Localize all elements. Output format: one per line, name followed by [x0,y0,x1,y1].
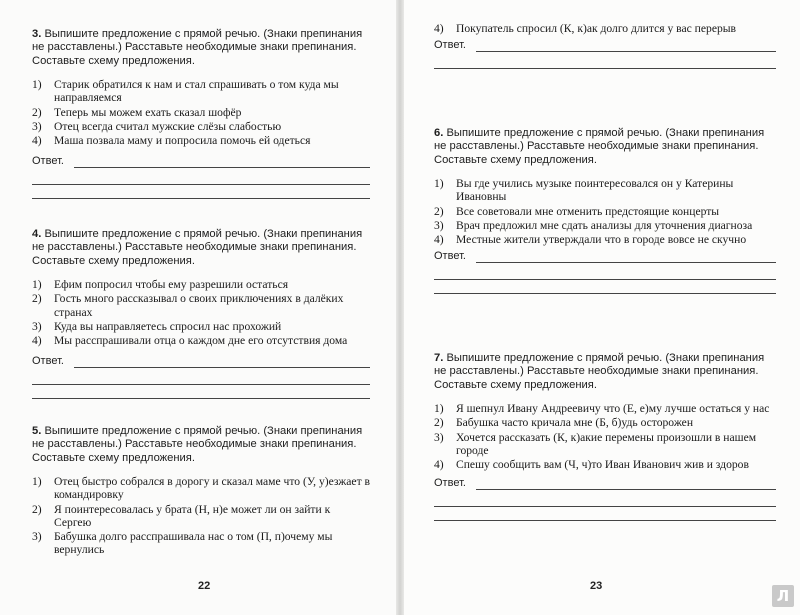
option-text: Ефим попросил чтобы ему разрешили остаться [54,278,289,292]
task-instruction-text: Выпишите предложение с прямой речью. (Знаки препинания не расставлены.) Расставьте необходимые знаки препинания. Составьте схему предложения. [32,228,363,267]
answer-line [74,167,370,168]
task-number: 4. [32,228,42,240]
option-item [434,458,776,471]
option-number: 4) [434,233,444,247]
option-number: 4) [32,334,42,348]
option-text: Хочется рассказать (К, к)акие перемены произошли в нашем городе [456,430,757,457]
task-number: 6. [434,127,444,139]
task-3 [32,28,370,199]
option-item [32,320,370,333]
answer-label: Ответ. [32,355,64,368]
options-list [434,177,776,246]
option-item [32,334,370,347]
task-number: 7. [434,352,444,364]
option-item [32,503,370,529]
option-text: Бабушка долго расспрашивала нас о том (П, п)очему мы вернулись [54,530,333,557]
option-item [434,233,776,246]
option-item [434,219,776,232]
answer-line[interactable] [434,507,776,521]
task-instruction-text: Выпишите предложение с прямой речью. (Знаки препинания не расставлены.) Расставьте необходимые знаки препинания. Составьте схему предложения. [32,28,363,67]
option-item [32,530,370,556]
answer-label: Ответ. [434,477,466,490]
task-instruction [434,127,776,167]
option-text: Вы где учились музыке поинтересовался он у Катерины Ивановны [456,177,734,204]
answer-line[interactable] [32,371,370,385]
option-item [32,120,370,133]
task-number: 3. [32,28,42,40]
option-number: 3) [434,218,444,232]
answer-line[interactable] [32,385,370,399]
option-text: Я поинтересовалась у брата (Н, н)е может ли он зайти к Сергею [54,502,331,529]
right-page [404,0,800,615]
answer-field[interactable] [434,477,776,493]
answer-line [476,489,776,490]
option-text: Все советовали мне отменить предстоящие концерты [456,204,720,218]
answer-line[interactable] [434,280,776,294]
page-number: 23 [590,580,603,592]
option-number: 2) [32,105,42,119]
option-number: 1) [434,177,444,191]
option-text: Отец всегда считал мужские слёзы слабостью [54,119,282,133]
page-number: 22 [198,580,211,592]
option-item [32,106,370,119]
answer-field[interactable] [32,155,370,171]
option-number: 1) [32,278,42,292]
option-item [32,475,370,501]
option-item [434,402,776,415]
answer-field[interactable] [434,39,776,55]
option-text: Маша позвала маму и попросила помочь ей одеться [54,134,311,148]
answer-field[interactable] [32,355,370,371]
options-list [32,78,370,147]
option-item [434,22,776,35]
publisher-logo-icon: Л [772,585,794,607]
options-list [32,278,370,347]
option-item [434,177,776,203]
task-7 [434,352,776,521]
option-number: 1) [434,402,444,416]
option-text: Бабушка часто кричала мне (Б, б)удь осторожен [456,416,694,430]
option-text: Местные жители утверждали что в городе вовсе не скучно [456,233,747,247]
answer-line[interactable] [434,493,776,507]
option-item [32,278,370,291]
option-text: Теперь мы можем ехать сказал шофёр [54,105,242,119]
option-number: 4) [434,22,444,35]
option-text: Врач предложил мне сдать анализы для уточнения диагноза [456,218,753,232]
option-item [434,431,776,457]
answer-label: Ответ. [434,250,466,263]
task-6 [434,127,776,294]
task-instruction [32,425,370,465]
option-item [32,134,370,147]
option-item [32,292,370,318]
option-number: 3) [32,319,42,333]
task-instruction-text: Выпишите предложение с прямой речью. (Знаки препинания не расставлены.) Расставьте необходимые знаки препинания. Составьте схему предложения. [32,425,363,464]
answer-line[interactable] [32,171,370,185]
option-number: 2) [32,502,42,516]
answer-line[interactable] [434,55,776,69]
option-item [32,78,370,104]
task-instruction-text: Выпишите предложение с прямой речью. (Знаки препинания не расставлены.) Расставьте необходимые знаки препинания. Составьте схему предложения. [434,352,765,391]
task-number: 5. [32,425,42,437]
option-number: 2) [32,292,42,306]
option-number: 3) [434,430,444,444]
option-text: Мы расспрашивали отца о каждом дне его отсутствия дома [54,334,348,348]
option-number: 2) [434,204,444,218]
option-text: Куда вы направляетесь спросил нас прохожий [54,319,282,333]
option-text: Гость много рассказывал о своих приключениях в далёких странах [54,292,344,319]
option-number: 3) [32,530,42,544]
option-text: Отец быстро собрался в дорогу и сказал маме что (У, у)езжает в командировку [54,475,371,502]
task-instruction [434,352,776,392]
answer-label: Ответ. [434,39,466,52]
option-text: Я шепнул Ивану Андреевичу что (Е, е)му лучше остаться у нас [456,402,770,416]
options-list [32,475,370,556]
task-4 [32,228,370,399]
option-number: 2) [434,416,444,430]
answer-line[interactable] [32,185,370,199]
option-number: 3) [32,119,42,133]
option-number: 1) [32,475,42,489]
options-list [434,22,776,35]
options-list [434,402,776,471]
task-instruction [32,228,370,268]
option-number: 4) [434,458,444,472]
option-text: Спешу сообщить вам (Ч, ч)то Иван Иванович жив и здоров [456,458,749,472]
option-number: 1) [32,78,42,92]
answer-field[interactable] [434,250,776,266]
answer-line [74,367,370,368]
answer-line[interactable] [434,266,776,280]
answer-line [476,262,776,263]
task-5 [32,425,370,557]
book-spine [396,0,404,615]
option-text: Покупатель спросил (К, к)ак долго длится у вас перерыв [456,22,737,35]
left-page [0,0,396,615]
answer-label: Ответ. [32,155,64,168]
option-item [434,205,776,218]
option-item [434,416,776,429]
answer-line [476,51,776,52]
task-instruction [32,28,370,68]
option-text: Старик обратился к нам и стал спрашивать о том куда мы направляемся [54,78,339,105]
task-instruction-text: Выпишите предложение с прямой речью. (Знаки препинания не расставлены.) Расставьте необходимые знаки препинания. Составьте схему предложения. [434,127,765,166]
option-number: 4) [32,134,42,148]
task-continued [434,22,776,69]
